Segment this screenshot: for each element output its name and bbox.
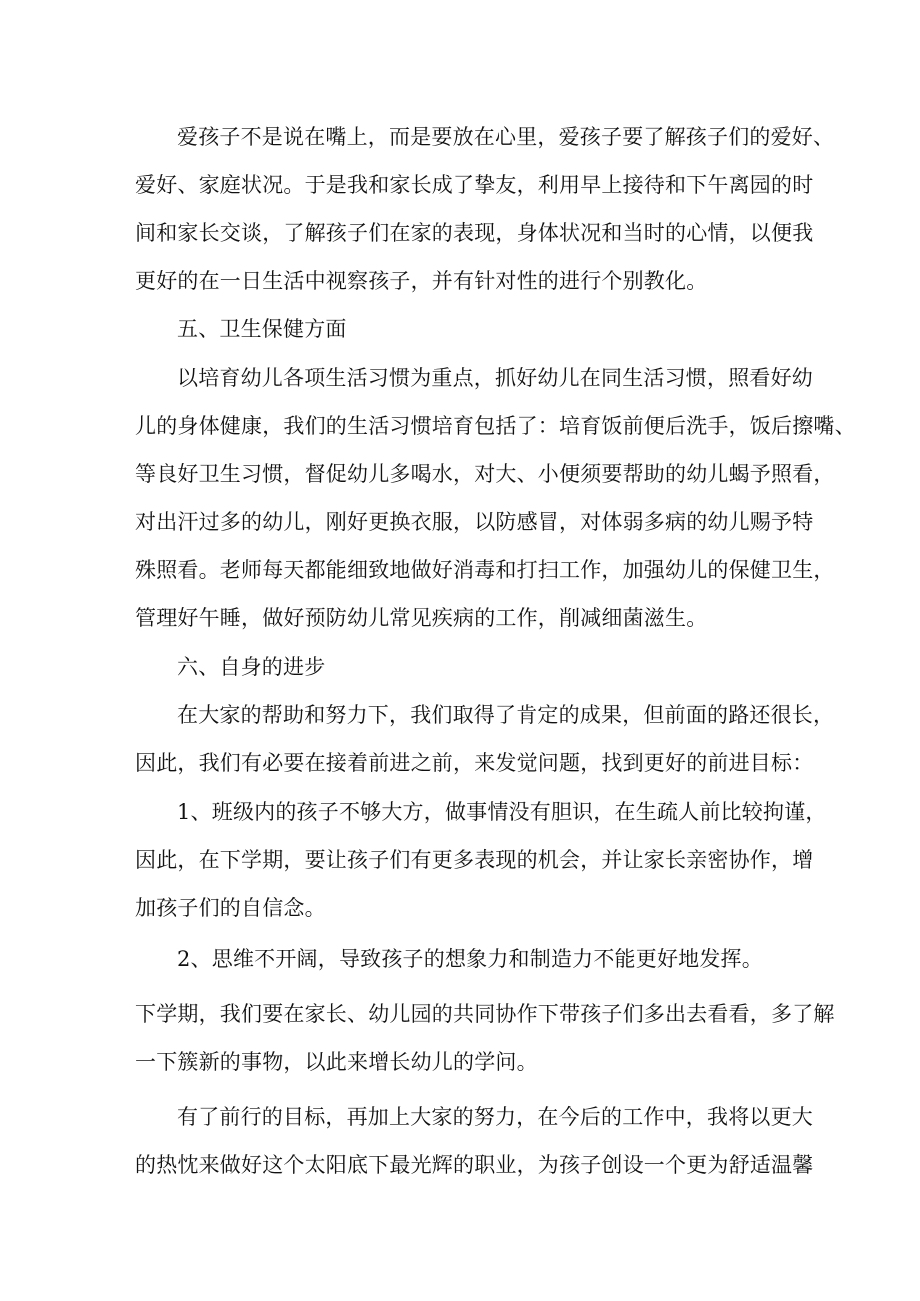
text-line: 因此，我们有必要在接着前进之前，来发觉问题，找到更好的前进目标：	[135, 751, 814, 775]
text-line: 在大家的帮助和努力下，我们取得了肯定的成果，但前面的路还很长，	[177, 703, 835, 727]
text-line: 管理好午睡，做好预防幼儿常见疾病的工作，削减细菌滋生。	[135, 606, 708, 630]
section-heading: 五、卫生保健方面	[177, 317, 347, 341]
text-line: 下学期，我们要在家长、幼儿园的共同协作下带孩子们多出去看看，多了解	[135, 1002, 835, 1026]
list-item-line: 2、思维不开阔，导致孩子的想象力和制造力不能更好地发挥。	[177, 947, 763, 971]
text-line: 儿的身体健康，我们的生活习惯培育包括了：培育饭前便后洗手，饭后擦嘴、	[135, 414, 856, 438]
text-line: 以培育幼儿各项生活习惯为重点，抓好幼儿在同生活习惯，照看好幼	[177, 366, 813, 390]
text-line: 加孩子们的自信念。	[135, 896, 326, 920]
text-line: 间和家长交谈，了解孩子们在家的表现，身体状况和当时的心情，以便我	[135, 221, 814, 245]
text-line: 更好的在一日生活中视察孩子，并有针对性的进行个别教化。	[135, 269, 708, 293]
text-line: 有了前行的目标，再加上大家的努力，在今后的工作中，我将以更大	[177, 1105, 813, 1129]
section-heading: 六、自身的进步	[177, 655, 326, 679]
text-line: 一下簇新的事物，以此来增长幼儿的学问。	[135, 1050, 538, 1074]
text-line: 的热忱来做好这个太阳底下最光辉的职业，为孩子创设一个更为舒适温馨	[135, 1153, 814, 1177]
text-line: 等良好卫生习惯，督促幼儿多喝水，对大、小便须要帮助的幼儿蝎予照看，	[135, 462, 835, 486]
text-line: 对出汗过多的幼儿，刚好更换衣服，以防感冒，对体弱多病的幼儿赐予特	[135, 510, 814, 534]
text-line: 殊照看。老师每天都能细致地做好消毒和打扫工作，加强幼儿的保健卫生，	[135, 558, 835, 582]
list-item-line: 1、班级内的孩子不够大方，做事情没有胆识，在生疏人前比较拘谨，	[177, 800, 827, 824]
text-line: 爱好、家庭状况。于是我和家长成了挚友，利用早上接待和下午离园的时	[135, 173, 814, 197]
text-line: 爱孩子不是说在嘴上，而是要放在心里，爱孩子要了解孩子们的爱好、	[177, 125, 835, 149]
text-line: 因此，在下学期，要让孩子们有更多表现的机会，并让家长亲密协作，增	[135, 848, 814, 872]
